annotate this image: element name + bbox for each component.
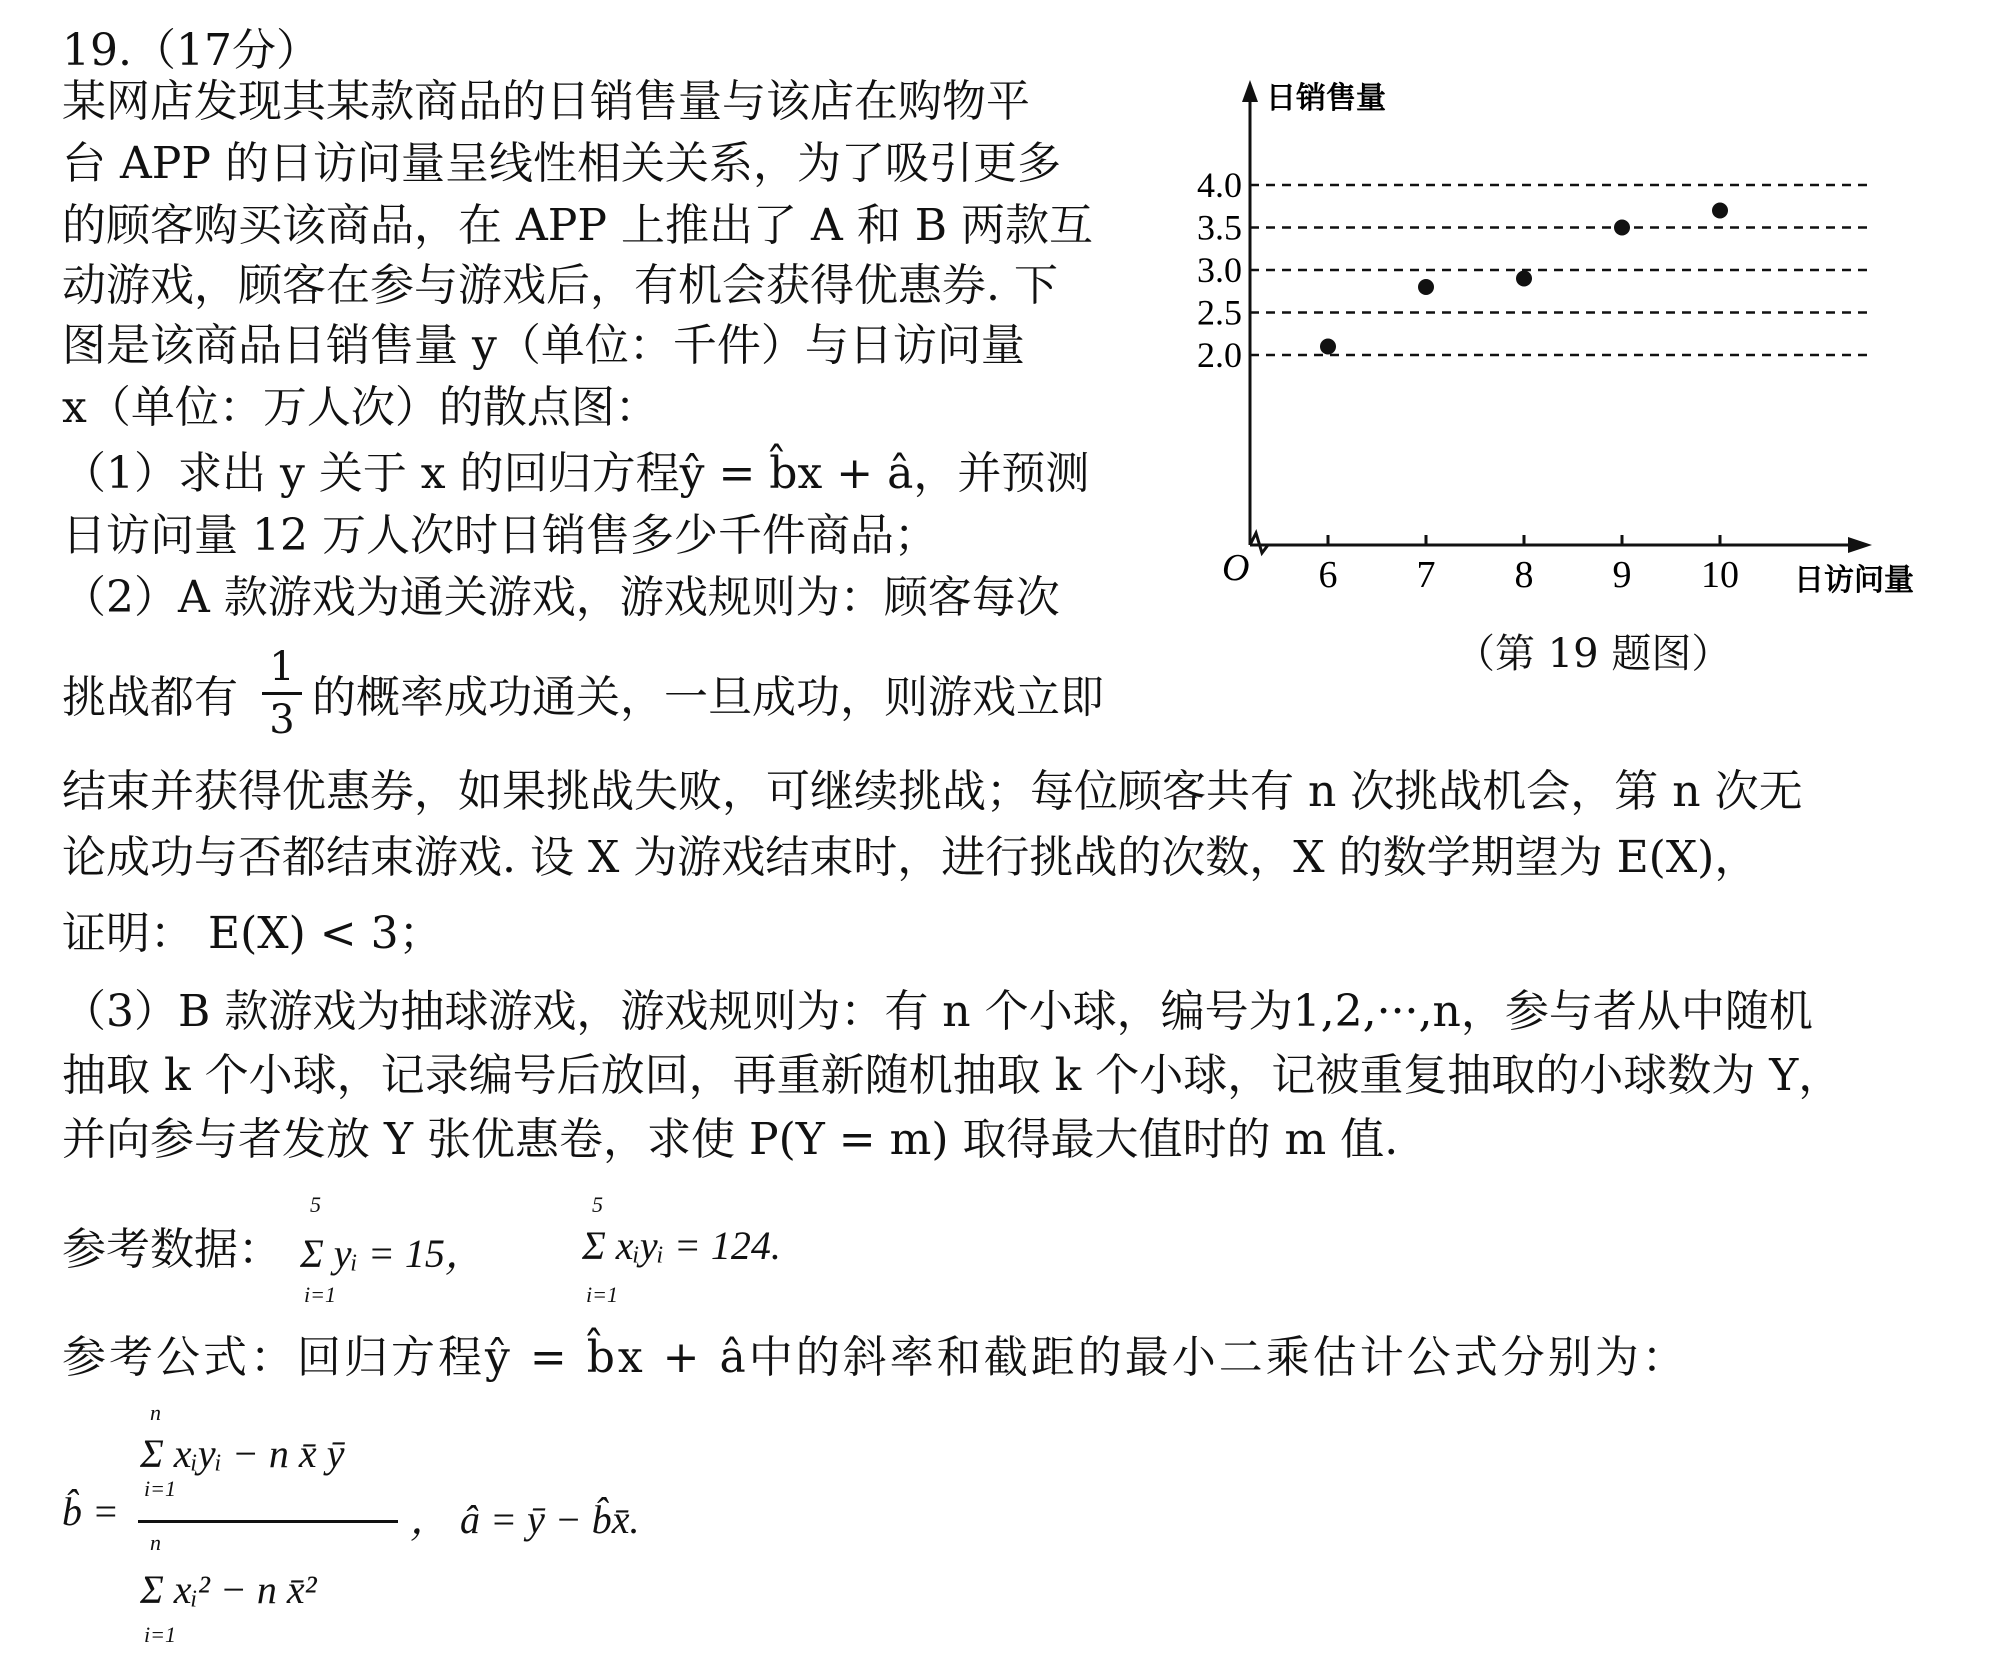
scatter-point [1614, 220, 1630, 236]
fraction-bar [262, 692, 302, 695]
sum-lower-limit: i=1 [144, 1476, 176, 1501]
figure-caption: （第 19 题图） [1455, 631, 1732, 677]
x-tick-label: 9 [1612, 554, 1632, 596]
intro-line: 动游戏，顾客在参与游戏后，有机会获得优惠券. 下 [62, 260, 1058, 311]
ref-data-label: 参考数据： [62, 1224, 282, 1275]
q3-line: 并向参与者发放 Y 张优惠卷，求使 P(Y = m) 取得最大值时的 m 值. [62, 1114, 1399, 1165]
y-tick-label: 3.5 [1197, 207, 1242, 248]
q1-line: （1）求出 y 关于 x 的回归方程ŷ = b̂x + â，并预测 [62, 448, 1090, 499]
problem-header: 19.（17分） [62, 25, 320, 76]
sum-upper-limit: n [150, 1400, 161, 1425]
scatter-point [1712, 203, 1728, 219]
ref-formula-line: 参考公式：回归方程ŷ = b̂x + â中的斜率和截距的最小二乘估计公式分别为： [62, 1332, 1689, 1383]
y-axis-arrow [1242, 80, 1258, 102]
y-tick-label: 4.0 [1197, 165, 1242, 205]
q2-line: （2）A 款游戏为通关游戏，游戏规则为：顾客每次 [62, 572, 1060, 623]
formula-fraction-bar [138, 1520, 398, 1523]
scatter-chart [1180, 70, 1940, 610]
ref-data-sum-1: Σ yᵢ = 15， [300, 1231, 485, 1276]
scatter-point [1516, 271, 1532, 287]
x-axis-arrow [1848, 537, 1872, 553]
sum-lower-limit: i=1 [304, 1282, 336, 1307]
y-tick-label: 2.0 [1197, 335, 1242, 375]
sum-upper-limit: n [150, 1530, 161, 1555]
q2-line: 挑战都有 [62, 672, 238, 723]
x-tick-label: 7 [1416, 554, 1436, 596]
intro-line: 台 APP 的日访问量呈线性相关关系，为了吸引更多 [62, 138, 1061, 189]
sum-lower-limit: i=1 [586, 1282, 618, 1307]
intro-line: 某网店发现其某款商品的日销售量与该店在购物平 [62, 76, 1030, 127]
q3-line: 抽取 k 个小球，记录编号后放回，再重新随机抽取 k 个小球，记被重复抽取的小球数为 Y， [62, 1050, 1843, 1101]
probability-fraction [262, 644, 302, 743]
q2-line: 论成功与否都结束游戏. 设 X 为游戏结束时，进行挑战的次数，X 的数学期望为 E(X)， [62, 832, 1759, 883]
q2-line: 证明： E(X) < 3； [62, 908, 443, 959]
fraction-numerator: 1 [269, 644, 295, 690]
q2-line: 的概率成功通关，一旦成功，则游戏立即 [312, 672, 1104, 723]
x-tick-label: 6 [1318, 554, 1338, 596]
y-tick-label: 2.5 [1197, 292, 1242, 333]
x-tick-label: 8 [1514, 554, 1534, 596]
q2-line: 结束并获得优惠券，如果挑战失败，可继续挑战；每位顾客共有 n 次挑战机会，第 n 次无 [62, 766, 1803, 817]
intro-line: x（单位：万人次）的散点图： [62, 382, 659, 433]
sum-upper-limit: 5 [310, 1192, 321, 1217]
q3-line: （3）B 款游戏为抽球游戏，游戏规则为：有 n 个小球，编号为1,2,···,n，参与者从中随机 [62, 986, 1813, 1037]
y-tick-label: 3.0 [1197, 250, 1242, 290]
y-axis-label: 日销售量 [1266, 81, 1386, 116]
fraction-denominator: 3 [269, 697, 295, 743]
sum-lower-limit: i=1 [144, 1622, 176, 1647]
origin-label: O [1222, 547, 1250, 589]
formula-b-lhs: b̂ = [62, 1489, 119, 1534]
intro-line: 的顾客购买该商品，在 APP 上推出了 A 和 B 两款互 [62, 200, 1094, 251]
formula-a: ， â = ȳ − b̂x̄. [410, 1497, 640, 1542]
x-axis-label: 日访问量 [1794, 563, 1914, 598]
scatter-point [1418, 279, 1434, 295]
intro-line: 图是该商品日销售量 y（单位：千件）与日访问量 [62, 320, 1025, 371]
axis-break-icon [1250, 533, 1268, 553]
formula-denominator: Σ xᵢ² − n x̄² [140, 1567, 317, 1612]
ref-data-sum-2: Σ xᵢyᵢ = 124. [582, 1223, 781, 1268]
sum-upper-limit: 5 [592, 1192, 603, 1217]
x-tick-label: 10 [1701, 554, 1739, 596]
scatter-point [1320, 339, 1336, 355]
q1-line: 日访问量 12 万人次时日销售多少千件商品； [62, 510, 938, 561]
formula-numerator: Σ xᵢyᵢ − n x̄ ȳ [140, 1431, 345, 1476]
